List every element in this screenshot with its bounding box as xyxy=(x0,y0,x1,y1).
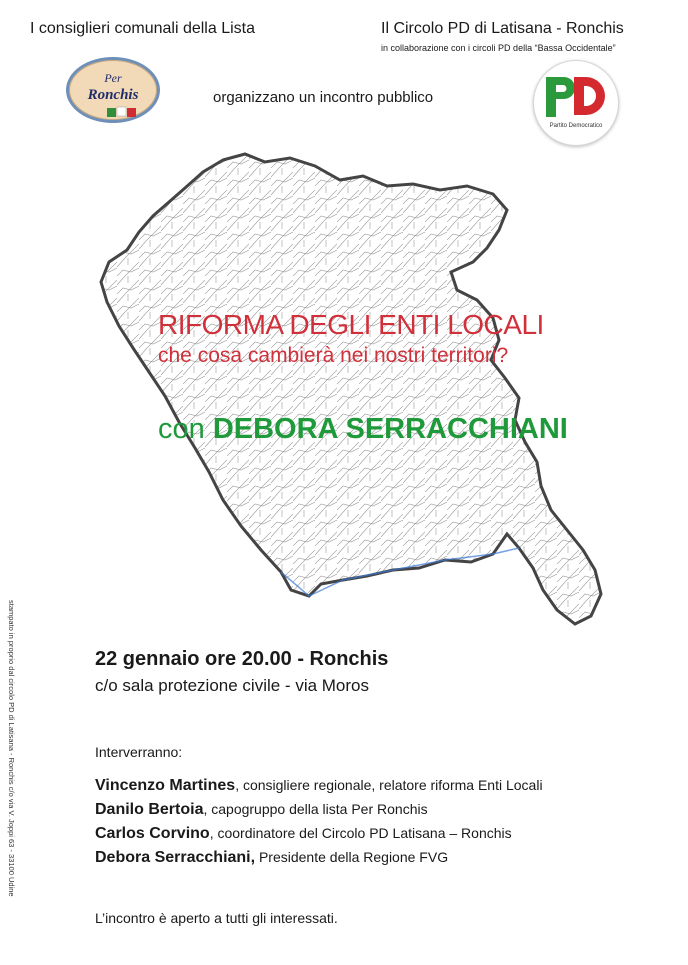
speaker-role: , coordinatore del Circolo PD Latisana – Ronchis xyxy=(209,825,512,841)
speaker-role: Presidente della Regione FVG xyxy=(255,849,449,865)
speaker-item xyxy=(95,825,512,843)
organizers-text: organizzano un incontro pubblico xyxy=(213,89,434,106)
right-header-text: Il Circolo PD di Latisana - Ronchis xyxy=(381,20,624,37)
speaker-name: Debora Serracchiani, xyxy=(95,849,256,866)
printing-note xyxy=(4,600,18,955)
puzzle-icon xyxy=(107,106,137,118)
speaker-item xyxy=(95,849,448,867)
regional-map xyxy=(95,150,615,630)
closing-note: L’incontro è aperto a tutti gli interessati. xyxy=(95,910,338,926)
guest-line xyxy=(158,413,568,446)
speaker-item xyxy=(95,777,543,795)
ronchis-logo-line2: Ronchis xyxy=(87,87,139,103)
pd-logo xyxy=(533,60,619,146)
speaker-role: , consigliere regionale, relatore riforma Enti Locali xyxy=(235,777,543,793)
per-ronchis-logo xyxy=(66,57,160,123)
pd-logo-label: Partito Democratico xyxy=(549,123,603,129)
printing-note-text: stampato in proprio dal circolo PD di Latisana - Ronchis c/o via V. Joppi 63 - 33100 Udine xyxy=(7,600,16,897)
event-place: c/o sala protezione civile - via Moros xyxy=(95,676,370,695)
pd-letters-icon xyxy=(544,73,608,119)
guest-name: DEBORA SERRACCHIANI xyxy=(212,413,568,445)
speaker-role: , capogruppo della lista Per Ronchis xyxy=(203,801,428,817)
title-sub: che cosa cambierà nei nostri territori? xyxy=(158,344,509,367)
speakers-heading: Interverranno: xyxy=(95,744,183,760)
event-date: 22 gennaio ore 20.00 - Ronchis xyxy=(95,648,389,670)
guest-prefix: con xyxy=(158,413,205,445)
right-header-subtext: in collaborazione con i circoli PD della “Bassa Occidentale” xyxy=(381,43,616,53)
speaker-name: Carlos Corvino xyxy=(95,825,210,842)
speaker-name: Danilo Bertoia xyxy=(95,801,204,818)
ronchis-logo-line1: Per xyxy=(104,71,122,85)
map-outline xyxy=(101,154,601,624)
speaker-name: Vincenzo Martines xyxy=(95,777,236,794)
speaker-item xyxy=(95,801,428,819)
left-header-text: I consiglieri comunali della Lista xyxy=(30,20,255,37)
title-main: RIFORMA DEGLI ENTI LOCALI xyxy=(158,309,544,340)
